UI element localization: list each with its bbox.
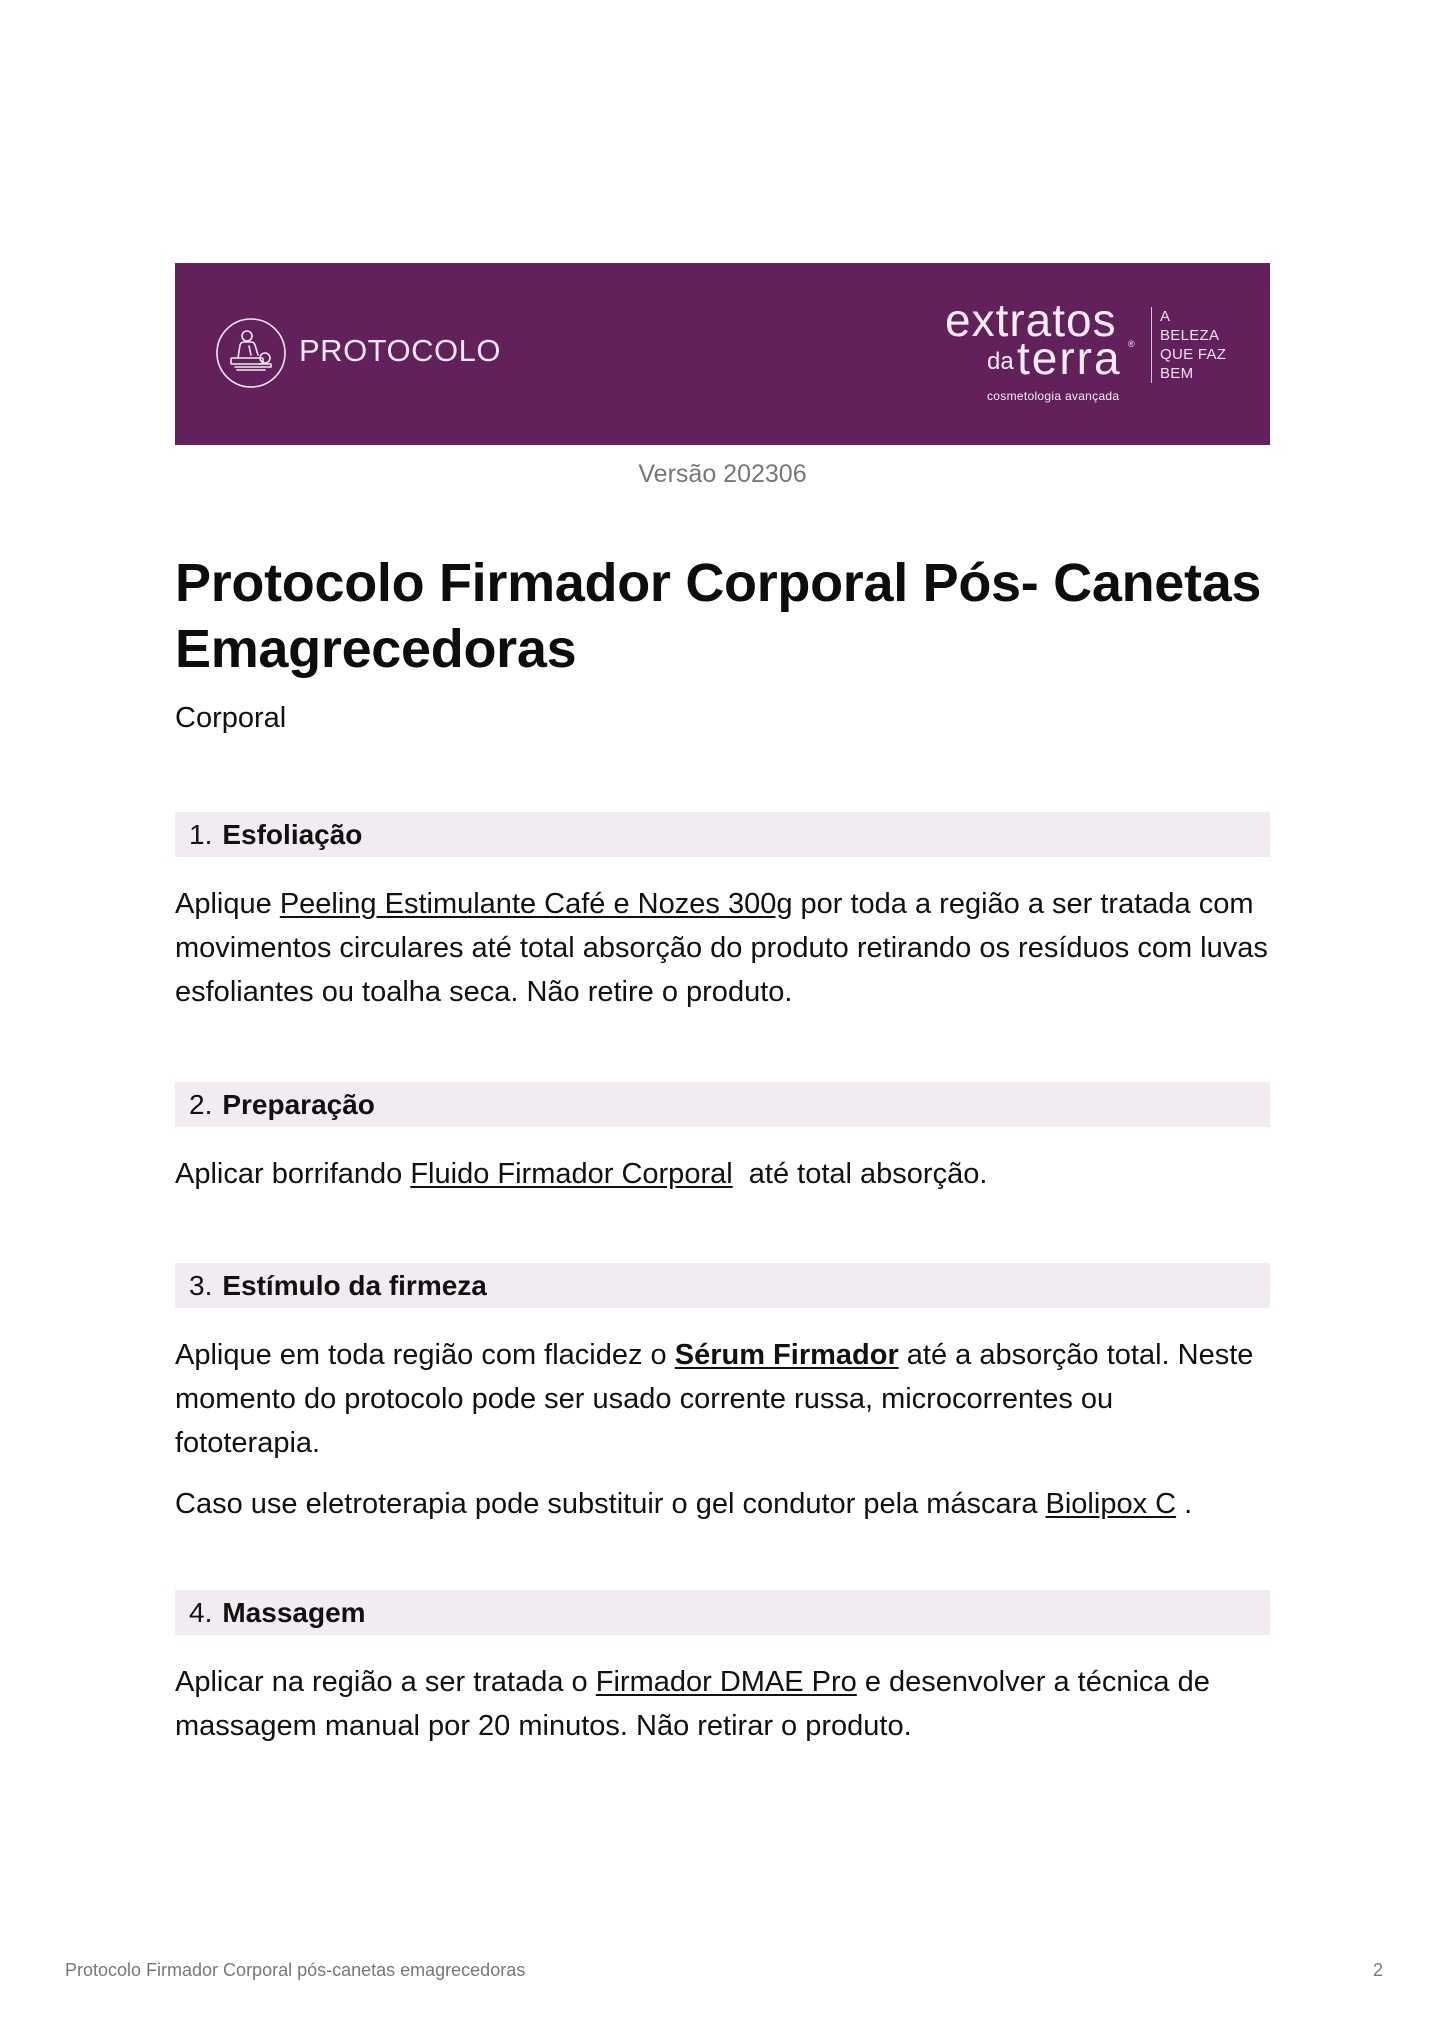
paragraph-text: . (1176, 1488, 1193, 1520)
product-link-fluido-firmador[interactable]: Fluido Firmador Corporal (410, 1158, 733, 1190)
section-title: Esfoliação (222, 818, 363, 850)
section-title: Preparação (222, 1088, 375, 1120)
paragraph-text: Aplique (175, 888, 280, 920)
footer-document-title: Protocolo Firmador Corporal pós-canetas emagrecedoras (65, 1960, 526, 1980)
tagline-line: QUE FAZ (1160, 346, 1227, 363)
section-number: 3. (189, 1269, 213, 1301)
section-number: 4. (189, 1596, 213, 1628)
massage-therapy-icon (215, 317, 287, 389)
paragraph-text: Aplicar borrifando (175, 1158, 411, 1190)
section-paragraph (175, 1482, 1285, 1526)
brand-logo (945, 294, 1145, 417)
registered-mark: ® (1128, 339, 1135, 349)
brand-name-terra: terra (1017, 332, 1122, 384)
section-paragraph (175, 882, 1275, 1014)
brand-name-line1: extratos (945, 294, 1117, 346)
product-link-firmador-dmae-pro[interactable]: Firmador DMAE Pro (595, 1666, 857, 1698)
footer-page-number: 2 (1373, 1960, 1384, 1980)
product-link-serum-firmador[interactable]: Sérum Firmador (674, 1339, 899, 1371)
section-title: Estímulo da firmeza (222, 1269, 487, 1301)
paragraph-text: até a absorção total. Neste momento do protocolo pode ser usado corrente russa, microcorrentes ou fototerapia. (175, 1339, 1254, 1459)
section-title: Massagem (222, 1596, 366, 1628)
paragraph-text: Caso use eletroterapia pode substituir o gel condutor pela máscara (175, 1488, 1046, 1520)
category-label: Corporal (175, 702, 287, 734)
paragraph-text: até total absorção. (732, 1158, 988, 1190)
paragraph-text: e desenvolver a técnica de massagem manual por 20 minutos. Não retirar o produto. (175, 1666, 1210, 1742)
paragraph-text: Aplique em toda região com flacidez o (175, 1339, 675, 1371)
product-link-biolipox-c[interactable]: Biolipox C (1045, 1488, 1177, 1520)
brand-name-da: da (987, 348, 1014, 375)
section-header-estimulo-firmeza (175, 1263, 1270, 1308)
product-link-peeling[interactable]: Peeling Estimulante Café e Nozes 300g (279, 888, 793, 920)
paragraph-text: Aplicar na região a ser tratada o (175, 1666, 596, 1698)
section-number: 1. (189, 818, 213, 850)
section-header-preparacao (175, 1082, 1270, 1127)
tagline-line: BEM (1160, 365, 1194, 382)
brand-tagline (1151, 307, 1226, 383)
section-paragraph (175, 1333, 1255, 1465)
protocol-banner (175, 263, 1270, 445)
paragraph-text: por toda a região a ser tratada com movimentos circulares até total absorção do produto retirando os resíduos com luvas esfoliantes ou toalha seca. Não retire o produto. (175, 888, 1268, 1008)
banner-label: PROTOCOLO (299, 333, 502, 368)
brand-subtitle: cosmetologia avançada (987, 389, 1120, 403)
page-title: Protocolo Firmador Corporal Pós- Canetas Emagrecedoras (175, 553, 1262, 679)
section-paragraph (175, 1152, 1285, 1196)
tagline-line: A (1160, 308, 1171, 325)
section-number: 2. (189, 1088, 213, 1120)
section-paragraph (175, 1660, 1285, 1748)
tagline-line: BELEZA (1160, 327, 1220, 344)
section-header-massagem (175, 1590, 1270, 1635)
version-label: Versão 202306 (638, 460, 807, 488)
section-header-esfoliacao (175, 812, 1270, 857)
